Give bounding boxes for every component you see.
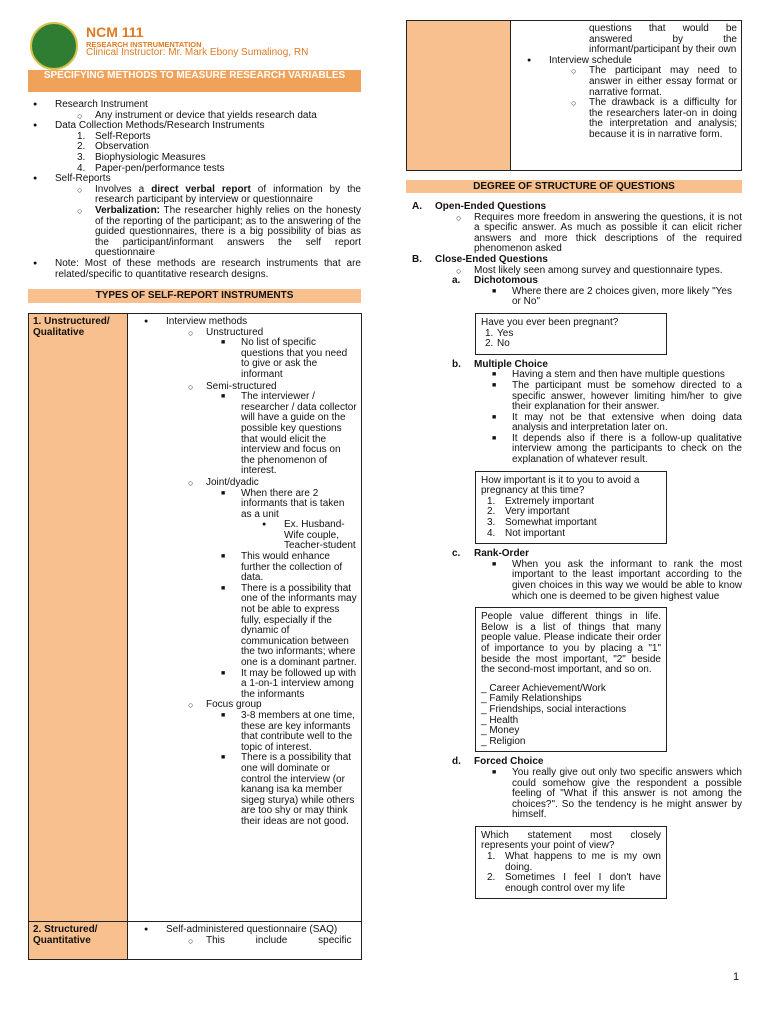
list-item-text: Self-administered questionnaire (SAQ) [166,924,338,935]
list-item-text: Focus group [206,699,262,711]
list-item-text: Self-Reports [55,173,111,185]
item-letter: A. [412,201,422,212]
list-item-text: Most likely seen among survey and questionnaire types. [474,264,723,276]
list-item-text: Research Instrument [55,99,148,110]
list-item-text: The drawback is a difficulty for the researchers later-on in doing the interpretation and analysis; because it is in narrative form. [589,97,737,140]
text: Involves a [95,183,152,195]
list-item-text: Having a stem and then have multiple questions [512,369,725,381]
example-box-multiple-choice [475,471,667,545]
list-item [474,213,742,255]
item-title: Open-Ended Questions [435,201,547,212]
instructor: Clinical Instructor: Mr. Mark Ebony Sumalinog, RN [86,47,309,58]
section-title: DEGREE OF STRUCTURE OF QUESTIONS [473,181,675,192]
row-content [128,314,362,922]
box-option: 3. Somewhat important [487,517,597,529]
box-option: 4. Not important [487,527,566,539]
example-box-rank-order [475,607,667,752]
list-item-text: This include specific [206,934,352,946]
list-item: 1. Self-Reports [77,130,151,142]
table-row [29,314,362,922]
box-question: How important is it to you to avoid a pregnancy at this time? [481,474,640,497]
table-row [407,21,742,171]
option-text: No [497,338,510,350]
item-title: Forced Choice [474,756,544,768]
list-item-text: It depends also if there is a follow-up qualitative interview among the participants to check on the explanation of whatever result. [512,432,742,466]
box-question: Have you ever been pregnant? [481,316,619,328]
box-option: 2. No [485,338,510,350]
example-box-forced-choice [475,826,667,900]
option-text: Sometimes I feel I don't have enough control over my life [505,872,661,894]
list-item [512,381,742,413]
list-item [95,185,361,206]
list-item: 3. Biophysiologic Measures [77,151,206,163]
list-item-text: Biophysiologic Measures [95,151,206,163]
item-title: Multiple Choice [474,358,548,370]
list-item [512,413,742,434]
list-item-text: Paper-pen/performance tests [95,162,225,174]
box-option: 1. What happens to me is my own doing. [487,851,661,873]
list-item: 4. Paper-pen/performance tests [77,162,225,174]
section-bar-degree [406,180,742,193]
list-item-text: 3-8 members at one time, these are key informants that contribute well to the topic of interest. [241,709,355,753]
box-option: _ Friendships, social interactions [481,703,627,715]
list-item-text: Ex. Husband-Wife couple, Teacher-student [284,519,356,552]
degree-content [412,202,742,904]
row-content [128,922,362,960]
list-item [241,392,357,477]
list-item [241,584,357,669]
item-title: Rank-Order [474,548,530,560]
text-bold: Verbalization: [95,204,161,216]
course-title: NCM 111 [86,24,144,40]
option-text: Somewhat important [505,517,597,529]
item-title: Dichotomous [474,275,538,287]
list-item-text: Self-Reports [95,130,151,142]
example-box-dichotomous [475,313,667,355]
list-item [206,936,357,947]
box-question: Which statement most closely represents your point of view? [481,829,661,852]
item-letter: a. [452,275,461,287]
list-item-text: When you ask the informant to rank the most important to the least important according to the given choices in this way we would be able to know which one is deemed to be given highest value [512,558,742,602]
item-letter: c. [452,548,461,560]
list-item: 2. Observation [77,141,149,153]
list-item [512,560,742,602]
list-item-text: Semi-structured [206,380,277,392]
row-label: 2. Structured/ Quantitative [29,922,128,960]
school-seal-icon [30,22,78,70]
list-item-text: The participant must be somehow directed to a specific answer, however limiting him/her to give their explanation for their answer. [512,379,742,413]
list-item [241,753,357,827]
list-item-text: Note: Most of these methods are research instruments that are related/specific to quantitative research designs. [55,257,361,280]
row-label [407,21,511,171]
list-item-text: Interview methods [166,316,248,327]
item-letter: b. [452,358,461,370]
item-title: Close-Ended Questions [435,253,548,265]
list-item-text: This would enhance further the collection of data. [241,551,343,584]
box-option: 2. Sometimes I feel I don't have enough control over my life [487,872,661,894]
list-item [284,520,357,552]
list-item [241,489,357,521]
list-item-text: Requires more freedom in answering the questions, it is not a specific answer. As much as possible it can elicit richer answers and more thick descriptions of the required phenomenon asked [474,211,742,255]
list-item [241,711,357,753]
box-option: _ Career Achievement/Work [481,682,606,694]
list-item-text: It may not be that extensive when doing data analysis and interpretation later on. [512,411,742,434]
left-content [55,100,361,280]
option-text: What happens to me is my own doing. [505,851,661,873]
box-question: People value different things in life. Below is a list of things that many people value. Please indicate their order of importance to you by placing a "1" beside the most important, "2" beside the second-most important, and so on. [481,611,661,676]
list-item-text: Data Collection Methods/Research Instruments [55,120,265,132]
list-item [55,259,361,280]
course-subtitle: RESEARCH INSTRUMENTATION [86,40,202,49]
list-item [241,552,357,584]
list-item-text: It may be followed up with a 1-on-1 interview among the informants [241,667,357,700]
list-item [241,669,357,701]
box-option: 1. Extremely important [487,495,594,507]
list-item-text: Joint/dyadic [206,476,259,488]
box-option: 1. Yes [485,327,514,339]
section-bar-types [28,289,361,303]
list-item-text: Unstructured [206,326,264,338]
list-item [512,768,742,821]
option-text: Not important [505,527,566,539]
option-text: Very important [505,506,570,518]
item-letter: d. [452,756,461,768]
text: The researcher highly relies on the honesty of the reporting of the participant; as to the answering of the guided questionnaires, there is a big possibility of bias as the participant/informant answers the self report questionnaire [95,204,361,259]
section-title: SPECIFYING METHODS TO MEASURE RESEARCH VARIABLES [43,70,346,81]
text: of information by the research participant by interview or questionnaire [95,183,361,206]
continuation-table [406,20,742,171]
row-content [511,21,742,171]
box-option: _ Religion [481,735,526,747]
list-item-text: The participant may need to answer in either essay format or narrative format. [589,65,737,98]
item-letter: B. [412,253,422,265]
list-item [589,66,737,98]
list-item-text: When there are 2 informants that is taken as a unit [241,487,345,520]
box-option: _ Money [481,725,520,737]
list-item-text: You really give out only two specific answers which could somehow give the respondent a possible feeling of "What if this answer is not among the choices?". So the tendency is he might answer by himself. [512,766,742,821]
list-item [241,338,357,380]
list-item-text: No list of specific questions that you need to give or ask the informant [241,337,348,380]
list-item-text: There is a possibility that one will dominate or control the interview (or kanang isa ka member sigeg sturya) while others are too shy or may think their ideas are not good. [241,752,355,827]
section-title: TYPES OF SELF-REPORT INSTRUMENTS [95,290,294,301]
list-item-text: Any instrument or device that yields research data [95,109,317,121]
list-item [95,206,361,259]
option-text: Extremely important [505,495,594,507]
list-item-text: The interviewer / researcher / data collector will have a guide on the possible key questions that would elicit the interview and focus on the phenomenon of interest. [241,391,357,477]
list-item [512,434,742,466]
list-item [589,24,737,56]
text-bold: direct verbal report [151,183,251,195]
list-item-text: questions that would be answered by the informant/participant by their own [589,23,737,56]
list-item-text: Where there are 2 choices given, more likely "Yes or No" [512,285,732,308]
self-report-table [28,313,362,960]
list-item-text: There is a possibility that one of the informants may not be able to express fully, especially if the dynamic of communication between the two informants; where one is a dominant partner. [241,582,357,668]
page-number: 1 [733,971,740,983]
box-option: _ Family Relationships [481,693,582,705]
list-item [512,287,742,308]
list-item-text: Interview schedule [549,54,632,66]
row-label: 1. Unstructured/ Qualitative [29,314,128,922]
box-option: _ Health [481,714,519,726]
box-option: 2. Very important [487,506,570,518]
list-item-text: Observation [95,141,149,153]
table-row [29,922,362,960]
option-text: Yes [497,327,514,339]
list-item [589,98,737,140]
section-bar-specifying [28,70,361,92]
